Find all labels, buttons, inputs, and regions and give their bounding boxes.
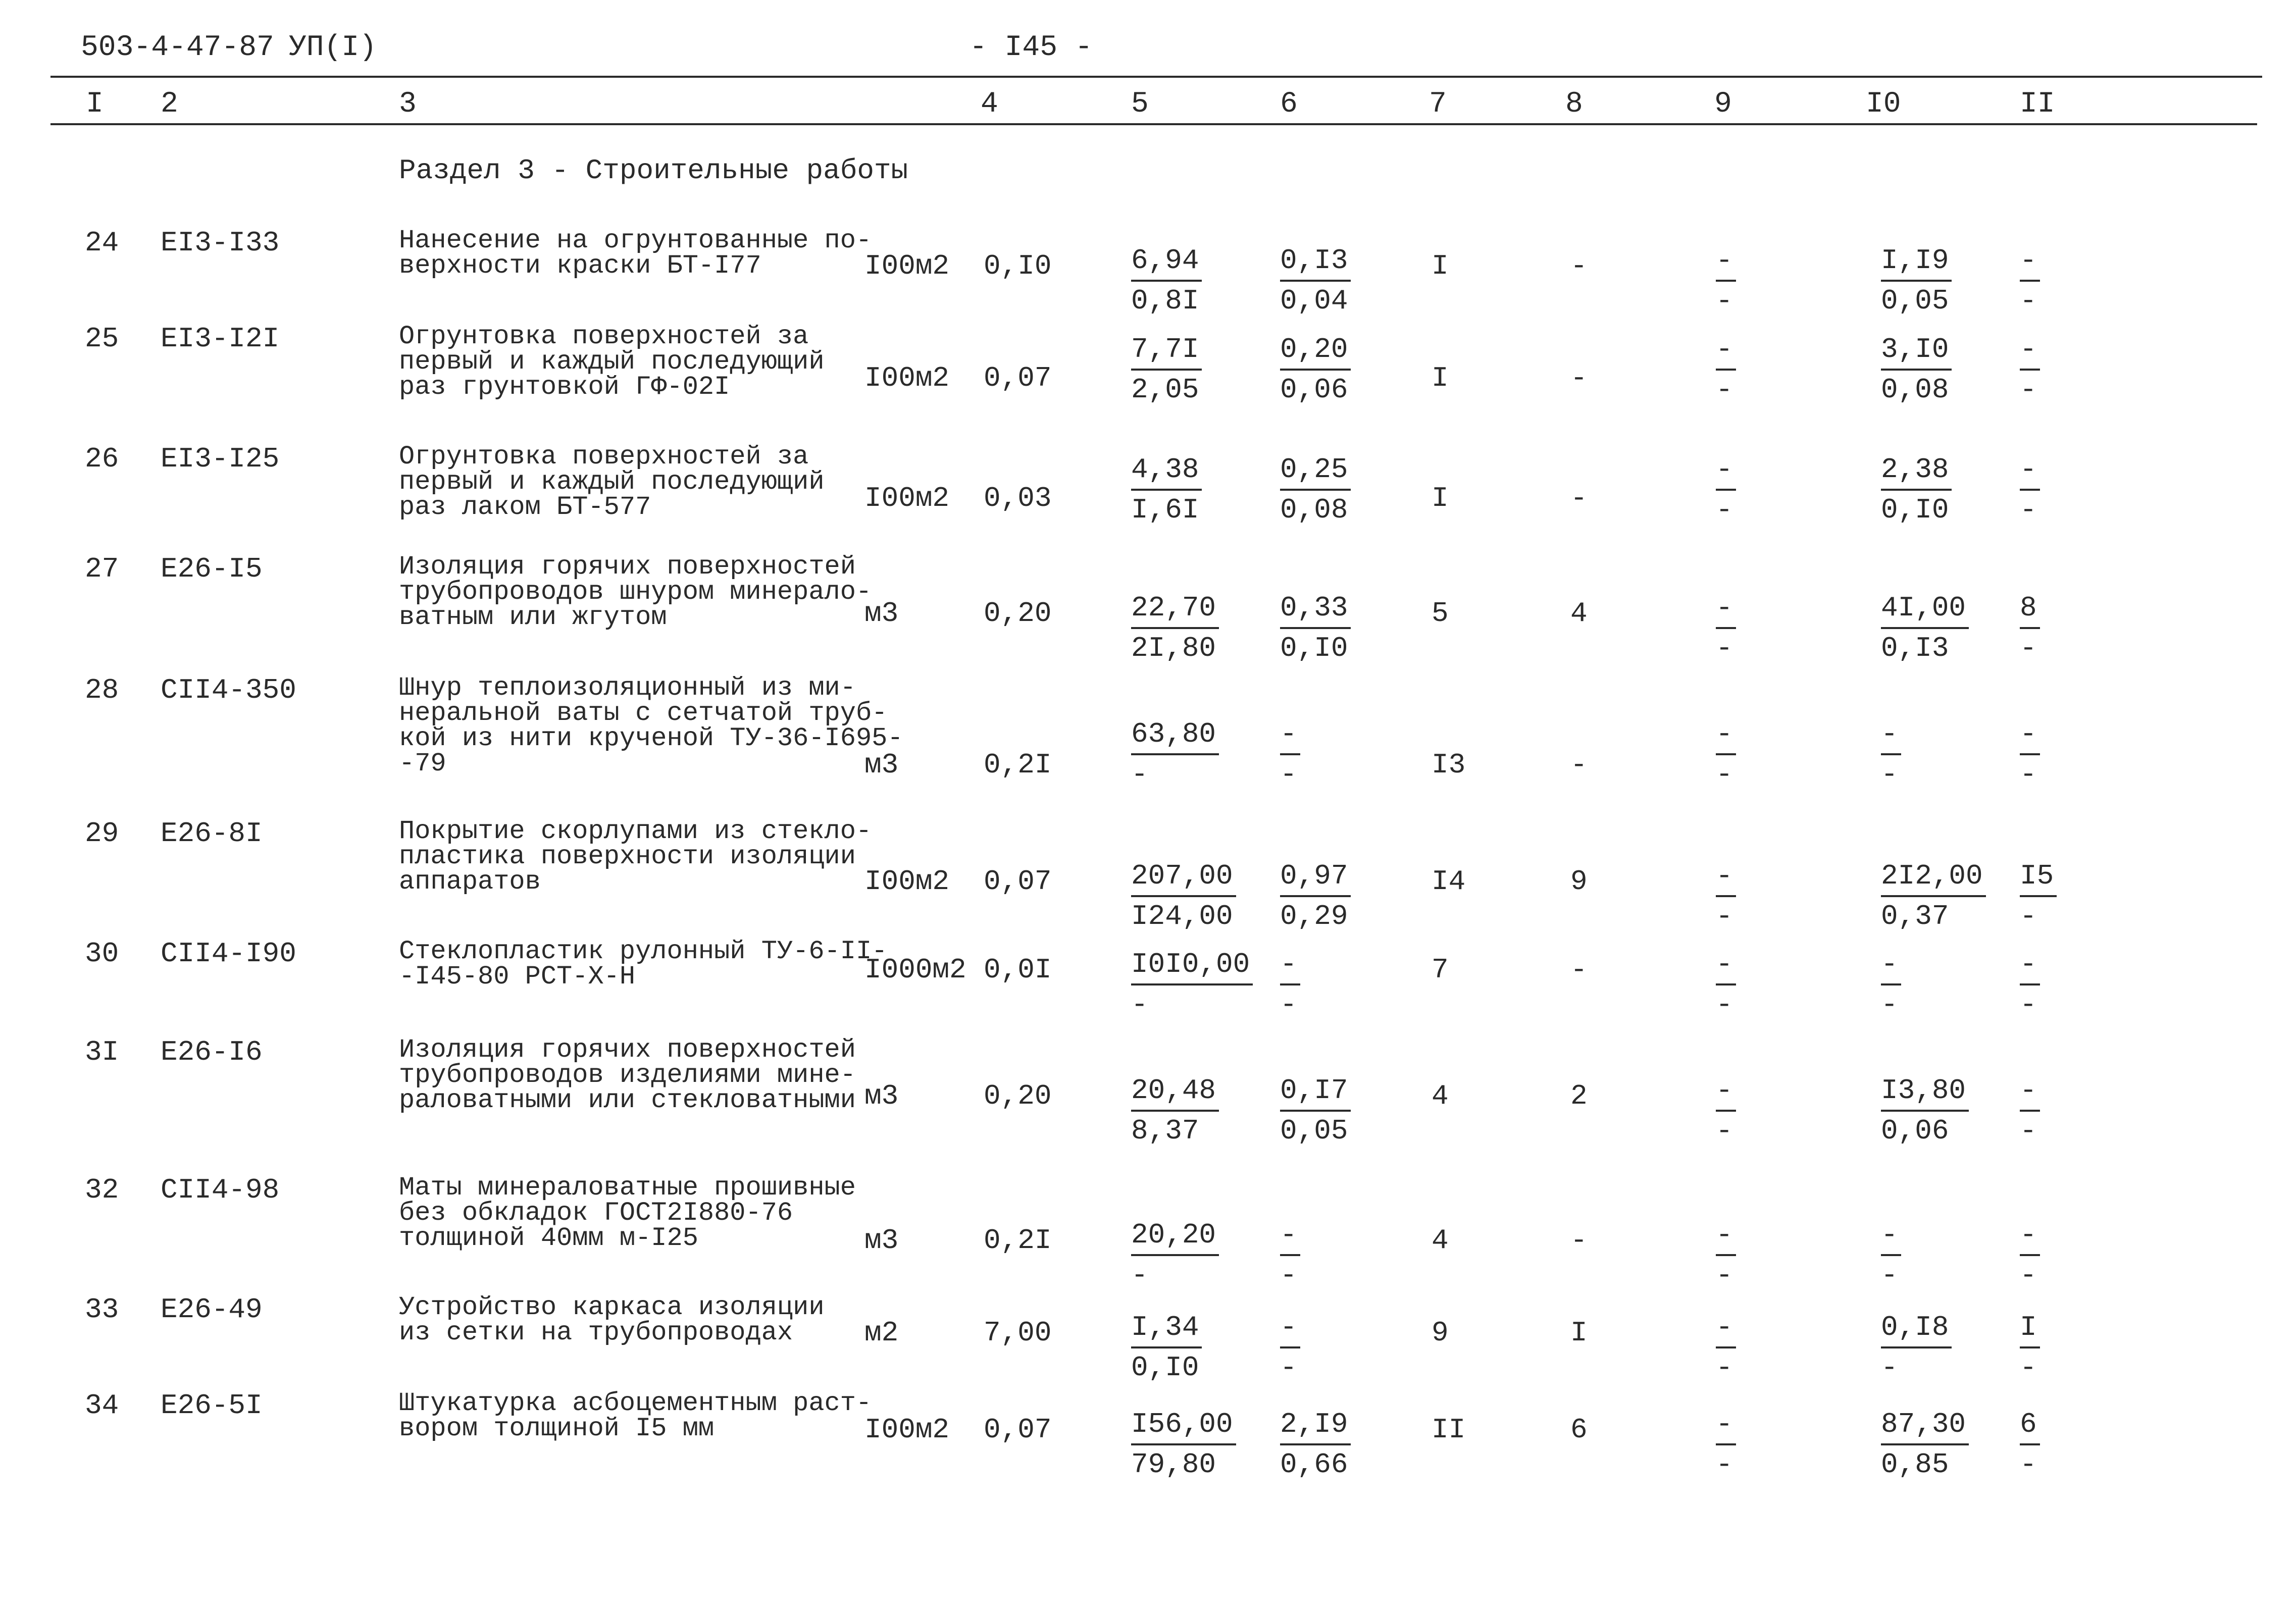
col6-value-bottom: 0,06 (1280, 374, 1348, 406)
col9-value (1716, 858, 1736, 934)
col10-value-bottom: - (1881, 989, 1898, 1021)
col11-value-top: - (2020, 451, 2040, 491)
col6-value-bottom: 0,08 (1280, 494, 1348, 526)
col11-value (2020, 242, 2040, 319)
col11-value-top: 6 (2020, 1406, 2040, 1445)
row-unit: I000м2 (864, 954, 966, 986)
col6-value-bottom: 0,04 (1280, 285, 1348, 317)
page-number: - I45 - (970, 31, 1093, 64)
col9-value (1716, 451, 1736, 528)
col5-value (1131, 1072, 1219, 1149)
column-head-11: II (2020, 88, 2055, 121)
col5-value-bottom: 79,80 (1131, 1448, 1216, 1481)
col11-value-bottom: - (2020, 1115, 2037, 1147)
col6-value-bottom: 0,66 (1280, 1448, 1348, 1481)
row-code: СII4-I90 (161, 938, 296, 970)
col6-value-top: - (1280, 1217, 1300, 1256)
col6-value-bottom: 0,05 (1280, 1115, 1348, 1147)
col6-value-bottom: - (1280, 1259, 1297, 1291)
col5-value-bottom: I24,00 (1131, 900, 1233, 932)
col9-value-bottom: - (1716, 1352, 1733, 1384)
column-head-4: 4 (981, 88, 998, 121)
col6-value (1280, 1072, 1351, 1149)
col5-value (1131, 331, 1202, 408)
col5-value-top: I0I0,00 (1131, 946, 1253, 985)
header-bottom-rule (50, 123, 2257, 125)
col5-value (1131, 858, 1236, 934)
row-unit: I00м2 (864, 362, 950, 394)
col11-value (2020, 1217, 2040, 1293)
row-quantity: 0,20 (984, 597, 1052, 630)
col5-value-top: 63,80 (1131, 716, 1219, 755)
col10-value-top: I,I9 (1881, 242, 1952, 282)
col11-value-top: I5 (2020, 858, 2057, 897)
col8-value: - (1570, 954, 1588, 986)
row-code: EI3-I25 (161, 443, 280, 475)
col6-value (1280, 716, 1300, 793)
row-description: Штукатурка асбоцементным раст- вором толщиной I5 мм (399, 1388, 872, 1443)
col6-value (1280, 451, 1351, 528)
col9-value (1716, 1072, 1736, 1149)
col11-value-bottom: - (2020, 285, 2037, 317)
column-head-7: 7 (1429, 88, 1447, 121)
row-number: 25 (85, 323, 119, 355)
column-head-10: I0 (1866, 88, 1901, 121)
row-quantity: 0,0I (984, 954, 1052, 986)
col10-value-top: I3,80 (1881, 1072, 1969, 1112)
col6-value (1280, 1217, 1300, 1293)
col6-value (1280, 590, 1351, 666)
col8-value: 9 (1570, 865, 1588, 898)
col9-value (1716, 716, 1736, 793)
row-unit: I00м2 (864, 482, 950, 514)
col6-value-top: 0,I7 (1280, 1072, 1351, 1112)
row-quantity: 0,03 (984, 482, 1052, 514)
col10-value (1881, 1309, 1952, 1386)
col9-value (1716, 242, 1736, 319)
col9-value-top: - (1716, 451, 1736, 491)
row-number: 28 (85, 674, 119, 706)
col10-value (1881, 1406, 1969, 1483)
row-code: E26-5I (161, 1389, 263, 1422)
col8-value: - (1570, 482, 1588, 514)
col5-value (1131, 1217, 1219, 1293)
row-quantity: 0,07 (984, 865, 1052, 898)
row-description: Огрунтовка поверхностей за первый и каждый последующий раз лаком БТ-577 (399, 442, 825, 522)
col9-value-bottom: - (1716, 1115, 1733, 1147)
row-unit: м2 (864, 1317, 899, 1349)
col10-value-bottom: 0,37 (1881, 900, 1949, 932)
col11-value-bottom: - (2020, 900, 2037, 932)
col10-value (1881, 590, 1969, 666)
col9-value (1716, 590, 1736, 666)
row-number: 34 (85, 1389, 119, 1422)
col9-value-bottom: - (1716, 1448, 1733, 1481)
col9-value-top: - (1716, 590, 1736, 629)
col5-value (1131, 590, 1219, 666)
row-number: 29 (85, 817, 119, 850)
col10-value-bottom: - (1881, 1259, 1898, 1291)
col5-value-top: 4,38 (1131, 451, 1202, 491)
row-description: Нанесение на огрунтованные по- верхности краски БТ-I77 (399, 226, 872, 281)
col5-value-top: 20,20 (1131, 1217, 1219, 1256)
col5-value-bottom: - (1131, 758, 1148, 791)
col8-value: - (1570, 250, 1588, 282)
col7-value: I4 (1432, 865, 1466, 898)
col11-value (2020, 590, 2040, 666)
row-quantity: 0,2I (984, 749, 1052, 781)
col10-value-top: - (1881, 946, 1901, 985)
col9-value-bottom: - (1716, 1259, 1733, 1291)
row-quantity: 7,00 (984, 1317, 1052, 1349)
row-description: Изоляция горячих поверхностей трубопроводов шнуром минерало- ватным или жгутом (399, 552, 872, 632)
row-description: Изоляция горячих поверхностей трубопроводов изделиями мине- раловатными или стекловатными (399, 1035, 856, 1115)
col10-value-top: 2I2,00 (1881, 858, 1986, 897)
col8-value: 4 (1570, 597, 1588, 630)
col6-value (1280, 331, 1351, 408)
col11-value-top: - (2020, 1217, 2040, 1256)
col10-value (1881, 451, 1952, 528)
col11-value-top: - (2020, 331, 2040, 371)
col10-value-top: 4I,00 (1881, 590, 1969, 629)
row-code: СII4-98 (161, 1174, 280, 1206)
col10-value (1881, 946, 1901, 1023)
col5-value (1131, 716, 1219, 793)
col9-value-bottom: - (1716, 494, 1733, 526)
col11-value-bottom: - (2020, 632, 2037, 664)
row-unit: м3 (864, 1080, 899, 1112)
row-number: 33 (85, 1293, 119, 1326)
row-code: E26-49 (161, 1293, 263, 1326)
col5-value-top: I56,00 (1131, 1406, 1236, 1445)
col9-value-bottom: - (1716, 374, 1733, 406)
row-description: Покрытие скорлупами из стекло- пластика поверхности изоляции аппаратов (399, 816, 872, 897)
col10-value-top: - (1881, 1217, 1901, 1256)
column-head-6: 6 (1280, 88, 1298, 121)
section-title: Раздел 3 - Строительные работы (399, 154, 908, 187)
col11-value (2020, 331, 2040, 408)
col6-value-bottom: - (1280, 989, 1297, 1021)
col5-value-bottom: I,6I (1131, 494, 1199, 526)
album-code: УП(I) (289, 31, 377, 64)
col7-value: 7 (1432, 954, 1449, 986)
col5-value-bottom: 0,I0 (1131, 1352, 1199, 1384)
column-head-9: 9 (1714, 88, 1732, 121)
row-quantity: 0,07 (984, 1414, 1052, 1446)
col7-value: 5 (1432, 597, 1449, 630)
col11-value-bottom: - (2020, 1259, 2037, 1291)
col9-value-top: - (1716, 858, 1736, 897)
row-number: 3I (85, 1036, 119, 1068)
row-number: 24 (85, 227, 119, 259)
col9-value-bottom: - (1716, 758, 1733, 791)
col9-value (1716, 946, 1736, 1023)
col11-value-top: - (2020, 242, 2040, 282)
row-unit: I00м2 (864, 865, 950, 898)
row-quantity: 0,20 (984, 1080, 1052, 1112)
col5-value (1131, 946, 1253, 1023)
col6-value-top: 0,I3 (1280, 242, 1351, 282)
col10-value-top: 2,38 (1881, 451, 1952, 491)
col9-value-bottom: - (1716, 900, 1733, 932)
col5-value-top: 207,00 (1131, 858, 1236, 897)
row-unit: I00м2 (864, 250, 950, 282)
col10-value (1881, 716, 1901, 793)
col11-value-bottom: - (2020, 1448, 2037, 1481)
col9-value-bottom: - (1716, 285, 1733, 317)
col6-value (1280, 242, 1351, 319)
col9-value (1716, 1309, 1736, 1386)
col11-value (2020, 1072, 2040, 1149)
col11-value (2020, 1406, 2040, 1483)
col6-value-top: - (1280, 946, 1300, 985)
col5-value-top: 7,7I (1131, 331, 1202, 371)
col10-value (1881, 858, 1986, 934)
col11-value-top: 8 (2020, 590, 2040, 629)
col7-value: 4 (1432, 1080, 1449, 1112)
col11-value (2020, 451, 2040, 528)
col6-value-top: - (1280, 716, 1300, 755)
col5-value-bottom: 8,37 (1131, 1115, 1199, 1147)
col5-value-bottom: 2,05 (1131, 374, 1199, 406)
col11-value-bottom: - (2020, 1352, 2037, 1384)
col10-value (1881, 331, 1952, 408)
row-unit: м3 (864, 597, 899, 630)
col9-value-bottom: - (1716, 989, 1733, 1021)
col7-value: I (1432, 362, 1449, 394)
column-head-5: 5 (1131, 88, 1149, 121)
row-number: 27 (85, 553, 119, 585)
col7-value: I (1432, 482, 1449, 514)
col10-value-bottom: 0,06 (1881, 1115, 1949, 1147)
col6-value-bottom: - (1280, 1352, 1297, 1384)
col6-value-top: 0,33 (1280, 590, 1351, 629)
col11-value-top: I (2020, 1309, 2040, 1348)
col10-value-bottom: 0,05 (1881, 285, 1949, 317)
col10-value (1881, 1217, 1901, 1293)
col5-value (1131, 1406, 1236, 1483)
col10-value-top: - (1881, 716, 1901, 755)
col6-value-top: 0,25 (1280, 451, 1351, 491)
col6-value (1280, 858, 1351, 934)
row-unit: м3 (864, 1224, 899, 1257)
col10-value-top: 0,I8 (1881, 1309, 1952, 1348)
col6-value (1280, 1406, 1351, 1483)
col11-value-bottom: - (2020, 989, 2037, 1021)
col7-value: I3 (1432, 749, 1466, 781)
col5-value-top: 6,94 (1131, 242, 1202, 282)
col10-value-top: 87,30 (1881, 1406, 1969, 1445)
row-code: E26-I5 (161, 553, 263, 585)
col10-value-top: 3,I0 (1881, 331, 1952, 371)
column-head-3: 3 (399, 88, 417, 121)
col6-value-top: 2,I9 (1280, 1406, 1351, 1445)
col10-value-bottom: 0,85 (1881, 1448, 1949, 1481)
row-quantity: 0,2I (984, 1224, 1052, 1257)
col11-value (2020, 716, 2040, 793)
col9-value-top: - (1716, 1406, 1736, 1445)
row-description: Огрунтовка поверхностей за первый и каждый последующий раз грунтовкой ГФ-02I (399, 322, 825, 402)
col10-value-bottom: 0,08 (1881, 374, 1949, 406)
col6-value (1280, 1309, 1300, 1386)
column-head-8: 8 (1565, 88, 1583, 121)
col10-value-bottom: 0,I3 (1881, 632, 1949, 664)
col8-value: - (1570, 362, 1588, 394)
row-code: E26-8I (161, 817, 263, 850)
col7-value: 4 (1432, 1224, 1449, 1257)
col5-value-top: 20,48 (1131, 1072, 1219, 1112)
col9-value-top: - (1716, 1072, 1736, 1112)
col6-value-bottom: 0,29 (1280, 900, 1348, 932)
col11-value (2020, 1309, 2040, 1386)
col10-value-bottom: - (1881, 1352, 1898, 1384)
col11-value-bottom: - (2020, 374, 2037, 406)
col5-value-bottom: - (1131, 989, 1148, 1021)
col9-value (1716, 1406, 1736, 1483)
col5-value-bottom: 0,8I (1131, 285, 1199, 317)
col6-value-bottom: 0,I0 (1280, 632, 1348, 664)
col5-value-top: I,34 (1131, 1309, 1202, 1348)
col10-value (1881, 1072, 1969, 1149)
row-unit: I00м2 (864, 1414, 950, 1446)
col5-value-top: 22,70 (1131, 590, 1219, 629)
column-head-1: I (86, 88, 104, 121)
col7-value: 9 (1432, 1317, 1449, 1349)
document-code: 503-4-47-87 (81, 31, 274, 64)
row-code: EI3-I2I (161, 323, 280, 355)
col8-value: 2 (1570, 1080, 1588, 1112)
col8-value: - (1570, 1224, 1588, 1257)
col11-value-bottom: - (2020, 494, 2037, 526)
col9-value-top: - (1716, 1309, 1736, 1348)
col5-value (1131, 242, 1202, 319)
row-description: Стеклопластик рулонный ТУ-6-II- -I45-80 РСТ-Х-Н (399, 937, 888, 992)
col9-value-top: - (1716, 946, 1736, 985)
row-number: 30 (85, 938, 119, 970)
col6-value-bottom: - (1280, 758, 1297, 791)
col9-value-top: - (1716, 331, 1736, 371)
row-number: 32 (85, 1174, 119, 1206)
col9-value-top: - (1716, 716, 1736, 755)
col7-value: I (1432, 250, 1449, 282)
row-quantity: 0,I0 (984, 250, 1052, 282)
col9-value-bottom: - (1716, 632, 1733, 664)
column-head-2: 2 (161, 88, 178, 121)
row-quantity: 0,07 (984, 362, 1052, 394)
col11-value-top: - (2020, 1072, 2040, 1112)
col10-value-bottom: - (1881, 758, 1898, 791)
col8-value: I (1570, 1317, 1588, 1349)
col6-value (1280, 946, 1300, 1023)
col10-value-bottom: 0,I0 (1881, 494, 1949, 526)
row-code: EI3-I33 (161, 227, 280, 259)
col11-value-top: - (2020, 946, 2040, 985)
col7-value: II (1432, 1414, 1466, 1446)
col9-value (1716, 331, 1736, 408)
col11-value-top: - (2020, 716, 2040, 755)
col5-value (1131, 451, 1202, 528)
col5-value-bottom: 2I,80 (1131, 632, 1216, 664)
row-code: СII4-350 (161, 674, 296, 706)
row-description: Шнур теплоизоляционный из ми- неральной ваты с сетчатой труб- кой из нити крученой ТУ-36-I695- -79 (399, 673, 903, 778)
col11-value-bottom: - (2020, 758, 2037, 791)
col11-value (2020, 946, 2040, 1023)
col5-value (1131, 1309, 1202, 1386)
col9-value-top: - (1716, 1217, 1736, 1256)
row-code: E26-I6 (161, 1036, 263, 1068)
col8-value: 6 (1570, 1414, 1588, 1446)
col6-value-top: 0,97 (1280, 858, 1351, 897)
col10-value (1881, 242, 1952, 319)
col6-value-top: - (1280, 1309, 1300, 1348)
row-description: Маты минераловатные прошивные без обкладок ГОСТ2I880-76 толщиной 40мм м-I25 (399, 1173, 856, 1253)
row-number: 26 (85, 443, 119, 475)
col8-value: - (1570, 749, 1588, 781)
row-description: Устройство каркаса изоляции из сетки на трубопроводах (399, 1292, 825, 1347)
header-top-rule (50, 76, 2262, 78)
col9-value-top: - (1716, 242, 1736, 282)
col9-value (1716, 1217, 1736, 1293)
col6-value-top: 0,20 (1280, 331, 1351, 371)
col11-value (2020, 858, 2057, 934)
row-unit: м3 (864, 749, 899, 781)
col5-value-bottom: - (1131, 1259, 1148, 1291)
